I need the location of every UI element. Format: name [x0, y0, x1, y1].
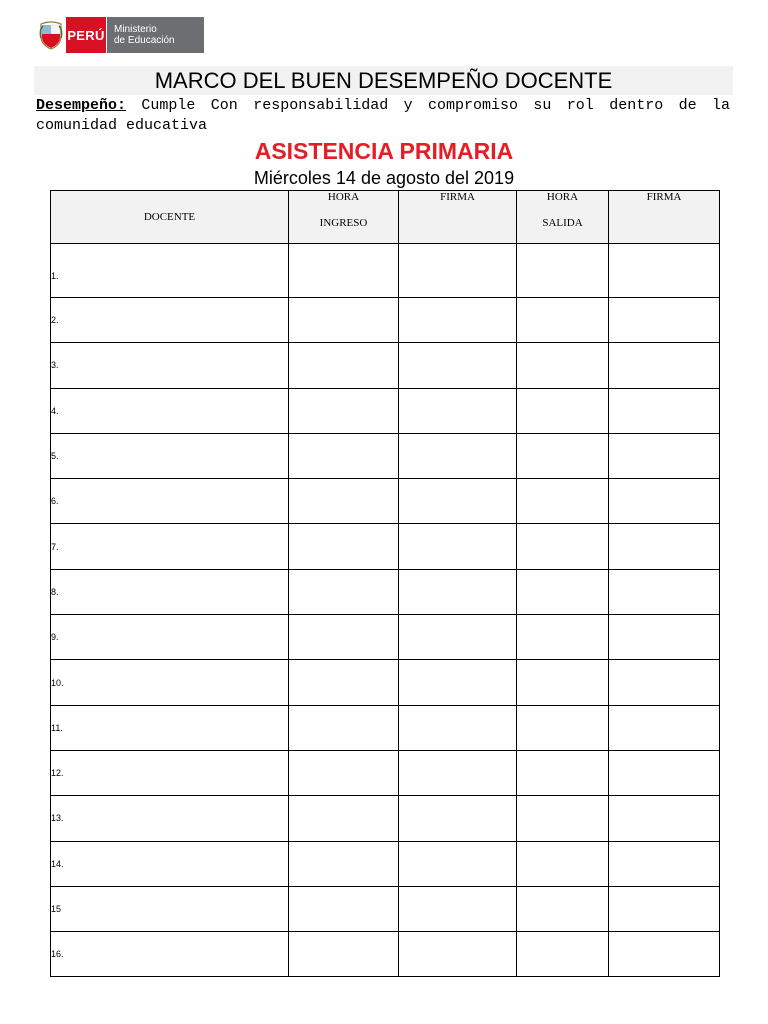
docente-cell — [51, 433, 289, 478]
hora-salida-cell[interactable] — [517, 932, 609, 977]
hora-ingreso-cell[interactable] — [289, 750, 399, 795]
hora-ingreso-cell[interactable] — [289, 841, 399, 886]
row-number: 4. — [51, 405, 59, 416]
firma-ingreso-cell[interactable] — [399, 750, 517, 795]
docente-cell — [51, 479, 289, 524]
ministry-label — [106, 17, 204, 53]
attendance-title: ASISTENCIA PRIMARIA — [254, 138, 514, 164]
table-row — [51, 841, 720, 886]
hora-ingreso-cell[interactable] — [289, 615, 399, 660]
column-header-label: INGRESO — [319, 217, 368, 229]
firma-salida-cell[interactable] — [609, 615, 720, 660]
performance-statement — [36, 96, 730, 136]
firma-salida-cell[interactable] — [609, 343, 720, 388]
row-number: 8. — [51, 586, 59, 597]
firma-salida-cell[interactable] — [609, 524, 720, 569]
table-row — [51, 388, 720, 433]
firma-salida-cell[interactable] — [609, 841, 720, 886]
coat-of-arms-icon — [36, 17, 66, 53]
docente-cell — [51, 932, 289, 977]
table-row — [51, 886, 720, 931]
hora-salida-cell[interactable] — [517, 796, 609, 841]
hora-ingreso-cell[interactable] — [289, 932, 399, 977]
table-row — [51, 569, 720, 614]
firma-ingreso-cell[interactable] — [399, 796, 517, 841]
hora-salida-cell[interactable] — [517, 388, 609, 433]
hora-ingreso-cell[interactable] — [289, 298, 399, 343]
row-number: 6. — [51, 496, 59, 507]
docente-cell — [51, 524, 289, 569]
firma-salida-cell[interactable] — [609, 796, 720, 841]
firma-salida-cell[interactable] — [609, 298, 720, 343]
row-number: 15 — [51, 904, 62, 914]
hora-salida-cell[interactable] — [517, 750, 609, 795]
row-number: 11. — [51, 722, 63, 733]
hora-salida-cell[interactable] — [517, 841, 609, 886]
attendance-date: Miércoles 14 de agosto del 2019 — [253, 168, 515, 188]
docente-cell — [51, 388, 289, 433]
document-title: MARCO DEL BUEN DESEMPEÑO DOCENTE — [34, 66, 733, 95]
hora-salida-cell[interactable] — [517, 524, 609, 569]
column-header-hora-ingreso — [289, 191, 399, 244]
firma-ingreso-cell[interactable] — [399, 479, 517, 524]
firma-salida-cell[interactable] — [609, 479, 720, 524]
docente-cell — [51, 615, 289, 660]
hora-ingreso-cell[interactable] — [289, 886, 399, 931]
firma-ingreso-cell[interactable] — [399, 433, 517, 478]
hora-salida-cell[interactable] — [517, 343, 609, 388]
hora-ingreso-cell[interactable] — [289, 388, 399, 433]
firma-ingreso-cell[interactable] — [399, 615, 517, 660]
row-number: 9. — [51, 632, 59, 643]
row-number: 2. — [51, 315, 59, 326]
column-header-label: SALIDA — [542, 217, 583, 229]
firma-salida-cell[interactable] — [609, 932, 720, 977]
firma-ingreso-cell[interactable] — [399, 298, 517, 343]
country-label: PERÚ — [66, 17, 106, 53]
row-number: 3. — [51, 360, 59, 371]
firma-ingreso-cell[interactable] — [399, 932, 517, 977]
firma-ingreso-cell[interactable] — [399, 841, 517, 886]
firma-ingreso-cell[interactable] — [399, 660, 517, 705]
hora-ingreso-cell[interactable] — [289, 524, 399, 569]
docente-cell — [51, 298, 289, 343]
row-number: 13. — [51, 813, 64, 824]
table-row — [51, 244, 720, 298]
column-header-firma-ingreso — [399, 191, 517, 244]
table-row — [51, 343, 720, 388]
hora-salida-cell[interactable] — [517, 615, 609, 660]
row-number: 7. — [51, 541, 59, 552]
table-row — [51, 796, 720, 841]
firma-ingreso-cell[interactable] — [399, 244, 517, 298]
hora-ingreso-cell[interactable] — [289, 244, 399, 298]
row-number: 16. — [51, 949, 64, 960]
row-number: 1. — [51, 270, 59, 281]
hora-salida-cell[interactable] — [517, 886, 609, 931]
firma-salida-cell[interactable] — [609, 388, 720, 433]
hora-ingreso-cell[interactable] — [289, 569, 399, 614]
docente-cell — [51, 343, 289, 388]
table-row — [51, 479, 720, 524]
firma-ingreso-cell[interactable] — [399, 343, 517, 388]
column-header-docente — [51, 191, 289, 244]
hora-ingreso-cell[interactable] — [289, 479, 399, 524]
ministry-line-2: de Educación — [114, 35, 175, 46]
attendance-table — [50, 190, 720, 977]
hora-salida-cell[interactable] — [517, 705, 609, 750]
table-row — [51, 705, 720, 750]
column-header-label: FIRMA — [440, 191, 475, 203]
firma-salida-cell[interactable] — [609, 433, 720, 478]
firma-ingreso-cell[interactable] — [399, 524, 517, 569]
hora-salida-cell[interactable] — [517, 298, 609, 343]
column-header-firma-salida — [609, 191, 720, 244]
docente-cell — [51, 796, 289, 841]
firma-salida-cell[interactable] — [609, 569, 720, 614]
hora-salida-cell[interactable] — [517, 660, 609, 705]
hora-ingreso-cell[interactable] — [289, 705, 399, 750]
docente-cell — [51, 569, 289, 614]
hora-salida-cell[interactable] — [517, 433, 609, 478]
docente-cell — [51, 886, 289, 931]
firma-salida-cell[interactable] — [609, 705, 720, 750]
row-number: 14. — [51, 858, 64, 869]
column-header-label: FIRMA — [646, 191, 682, 203]
column-header-hora-salida — [517, 191, 609, 244]
performance-text: Cumple Con responsabilidad y compromiso su rol dentro de la comunidad educativa — [36, 97, 730, 134]
firma-salida-cell[interactable] — [609, 660, 720, 705]
firma-ingreso-cell[interactable] — [399, 388, 517, 433]
firma-salida-cell[interactable] — [609, 750, 720, 795]
column-header-label: DOCENTE — [143, 211, 196, 223]
firma-salida-cell[interactable] — [609, 886, 720, 931]
column-header-label: HORA — [546, 191, 579, 203]
ministry-logo — [36, 17, 204, 53]
docente-cell — [51, 705, 289, 750]
hora-ingreso-cell[interactable] — [289, 660, 399, 705]
hora-ingreso-cell[interactable] — [289, 343, 399, 388]
performance-label: Desempeño: — [36, 97, 127, 114]
table-header-row — [51, 191, 720, 244]
docente-cell — [51, 244, 289, 298]
table-row — [51, 932, 720, 977]
column-header-label: HORA — [327, 191, 360, 203]
hora-salida-cell[interactable] — [517, 244, 609, 298]
table-row — [51, 524, 720, 569]
hora-ingreso-cell[interactable] — [289, 433, 399, 478]
table-row — [51, 750, 720, 795]
row-number: 5. — [51, 451, 59, 462]
firma-ingreso-cell[interactable] — [399, 886, 517, 931]
table-row — [51, 433, 720, 478]
hora-salida-cell[interactable] — [517, 479, 609, 524]
table-row — [51, 615, 720, 660]
ministry-line-1: Ministerio — [114, 24, 157, 35]
docente-cell — [51, 750, 289, 795]
hora-salida-cell[interactable] — [517, 569, 609, 614]
docente-cell — [51, 660, 289, 705]
hora-ingreso-cell[interactable] — [289, 796, 399, 841]
row-number: 12. — [51, 768, 64, 779]
row-number: 10. — [51, 677, 64, 688]
table-row — [51, 660, 720, 705]
firma-salida-cell[interactable] — [609, 244, 720, 298]
table-row — [51, 298, 720, 343]
docente-cell — [51, 841, 289, 886]
firma-ingreso-cell[interactable] — [399, 705, 517, 750]
firma-ingreso-cell[interactable] — [399, 569, 517, 614]
